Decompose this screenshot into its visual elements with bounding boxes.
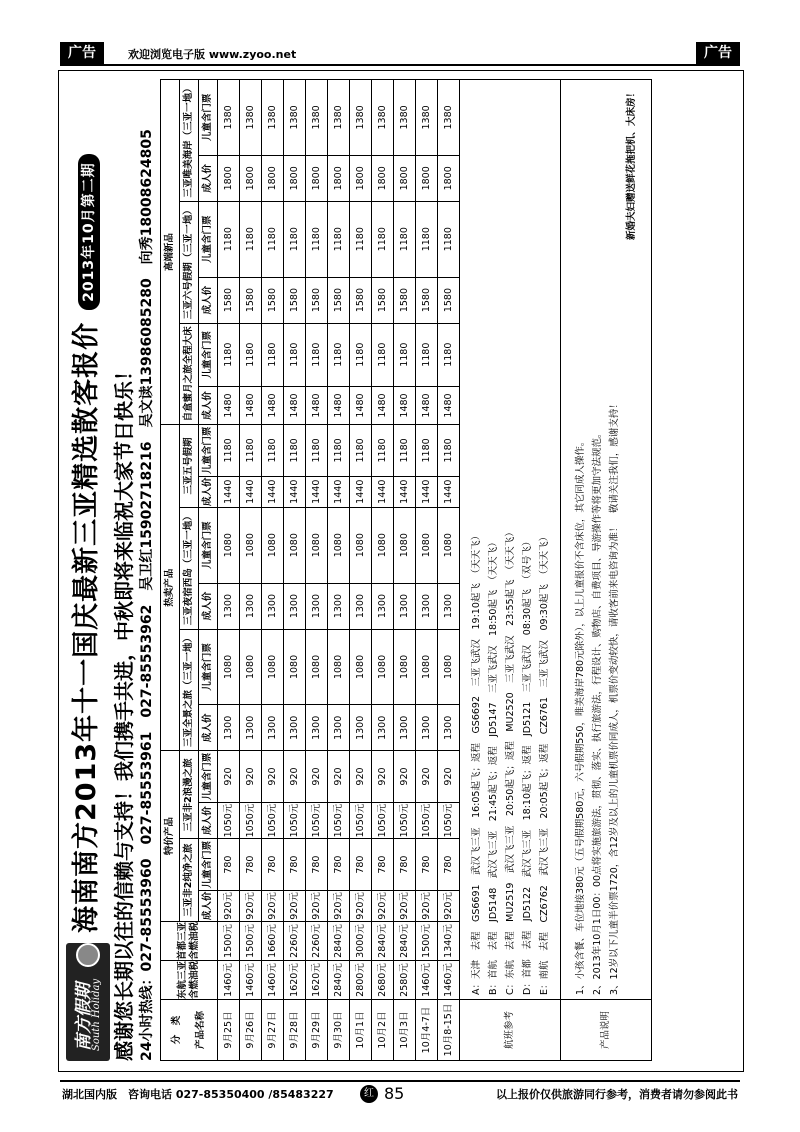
price-cell: 1300 [394,705,416,751]
price-cell: 1480 [328,386,350,424]
price-cell: 2800元 [350,961,372,1000]
logo-en: South Holiday [91,978,102,1051]
price-cell: 2580元 [394,961,416,1000]
price-cell: 1080 [350,629,372,705]
price-cell: 1440 [372,476,394,507]
notes-list [561,80,652,1000]
price-cell: 1380 [284,80,306,156]
price-cell: 1500元 [218,922,240,961]
price-cell: 920 [350,751,372,802]
price-cell: 1180 [416,425,438,476]
price-cell: 2260元 [306,922,328,961]
price-cell: 920元 [218,890,240,921]
product-7: 三亚唯美海岸（三亚一地） [180,80,199,202]
price-cell: 780 [438,839,460,890]
price-cell: 1380 [350,80,372,156]
site-url[interactable]: 欢迎浏览电子版 www.zyoo.net [128,48,297,61]
price-cell: 1380 [416,80,438,156]
price-cell: 1440 [350,476,372,507]
date-cell: 9月28日 [284,1000,306,1061]
child-price-header: 儿童含门票 [199,507,218,583]
price-cell: 1380 [394,80,416,156]
table-row [218,80,240,1061]
adult-price-header: 成人价 [199,890,218,921]
table-row [306,80,328,1061]
price-cell: 780 [306,839,328,890]
price-cell: 920 [240,751,262,802]
brand-logo [66,943,110,1061]
price-cell: 1620元 [306,961,328,1000]
price-cell: 1180 [350,425,372,476]
price-cell: 1180 [328,323,350,386]
price-cell: 1180 [240,425,262,476]
price-cell: 780 [350,839,372,890]
adult-price-header: 成人价 [199,705,218,751]
price-cell: 1300 [262,705,284,751]
price-cell: 1800 [240,155,262,201]
date-cell: 9月30日 [328,1000,350,1061]
price-cell: 1180 [306,323,328,386]
price-cell: 1180 [438,323,460,386]
product-5: 自盒蜜月之旅全程大床 [180,323,199,425]
table-row [438,80,460,1061]
price-cell: 1460元 [262,961,284,1000]
group-premium: 高端新品 [161,80,180,425]
price-cell: 1300 [372,705,394,751]
price-cell: 1080 [416,507,438,583]
price-cell: 920元 [284,890,306,921]
price-cell: 1180 [306,201,328,277]
price-cell: 1080 [394,629,416,705]
child-price-header: 儿童含门票 [199,629,218,705]
price-cell: 1580 [350,277,372,323]
price-cell: 1480 [306,386,328,424]
price-cell: 1440 [438,476,460,507]
price-cell: 1080 [372,629,394,705]
price-cell: 1180 [262,201,284,277]
price-cell: 1480 [284,386,306,424]
rotated-content [62,75,742,1065]
table-row [240,80,262,1061]
date-cell: 9月25日 [218,1000,240,1061]
price-cell: 1300 [306,583,328,629]
price-cell: 2840元 [372,922,394,961]
col-dongfang: 东航三亚含燃油税 [161,961,218,1000]
price-cell: 1080 [262,629,284,705]
price-cell: 920元 [372,890,394,921]
price-cell: 3000元 [350,922,372,961]
price-cell: 1580 [416,277,438,323]
group-special: 特价产品 [161,751,180,922]
price-cell: 1300 [240,705,262,751]
price-cell: 1580 [394,277,416,323]
price-cell: 780 [284,839,306,890]
price-cell: 920元 [306,890,328,921]
price-cell: 1580 [328,277,350,323]
hotline: 24小时热线：027-85553960 027-85553961 027-85553962 吴卫红15902718216 吴文读13986085280 向秀18008624805 [139,129,155,1061]
price-cell: 1660元 [262,922,284,961]
price-cell: 1050元 [328,802,350,839]
price-cell: 920 [328,751,350,802]
price-cell: 1380 [328,80,350,156]
price-cell: 1080 [372,507,394,583]
table-row [328,80,350,1061]
note-item: 3、12岁以下儿童半价票1720，含12岁及以上的儿童机票价同成人，机票价变动较快，请收客前来电咨询为准！ 敬请关注我们，感谢支持！ [609,399,620,995]
price-cell: 1580 [262,277,284,323]
price-cell: 920 [284,751,306,802]
globe-icon [76,943,100,967]
issue-badge: 2013年10月第二期 [78,154,100,309]
price-cell: 1180 [240,201,262,277]
price-cell: 1080 [240,629,262,705]
price-cell: 1080 [306,507,328,583]
child-price-header: 儿童含门票 [199,425,218,476]
price-cell: 1180 [262,323,284,386]
price-cell: 1180 [372,201,394,277]
price-cell: 1180 [416,323,438,386]
price-cell: 1080 [328,629,350,705]
price-cell: 1180 [350,323,372,386]
price-cell: 2840元 [328,961,350,1000]
adult-price-header: 成人价 [199,476,218,507]
price-cell: 1800 [416,155,438,201]
price-cell: 1620元 [284,961,306,1000]
date-cell: 10月1日 [350,1000,372,1061]
price-cell: 1180 [284,425,306,476]
top-rule [60,64,740,66]
price-cell: 1180 [438,201,460,277]
price-cell: 1480 [218,386,240,424]
price-cell: 1480 [262,386,284,424]
price-cell: 1460元 [240,961,262,1000]
price-cell: 1050元 [394,802,416,839]
price-cell: 1300 [328,705,350,751]
price-cell: 2680元 [372,961,394,1000]
price-cell: 1800 [350,155,372,201]
price-cell: 2840元 [394,922,416,961]
page-number-text: 85 [384,1084,405,1103]
price-cell: 1300 [218,583,240,629]
flight-label: 航班参考 [460,1000,561,1061]
price-cell: 1440 [262,476,284,507]
price-cell: 1080 [438,507,460,583]
date-cell: 10月4-7日 [416,1000,438,1061]
col-category: 分 类 产品名称 [161,1000,218,1061]
price-cell: 1300 [438,705,460,751]
price-subheader [199,80,218,1061]
flight-item: B：首航 去程 JD5148 武汉飞三亚 21:45起飞；返程 JD5147 三亚飞武汉 18:50起飞 （天天飞） [487,537,499,995]
price-cell: 1180 [240,323,262,386]
adult-price-header: 成人价 [199,277,218,323]
price-cell: 1050元 [416,802,438,839]
price-cell: 1080 [284,507,306,583]
price-cell: 1080 [240,507,262,583]
price-cell: 1440 [306,476,328,507]
date-cell: 9月27日 [262,1000,284,1061]
price-cell: 1300 [394,583,416,629]
flight-item: D：首都 去程 JD5122 武汉飞三亚 18:10起飞；返程 JD5121 三亚飞武汉 08:30起飞 （双号飞） [521,536,533,995]
date-cell: 10月3日 [394,1000,416,1061]
product-4: 三亚五号假期 [180,425,199,508]
bottom-rule [60,1080,740,1082]
price-cell: 1180 [350,201,372,277]
price-cell: 920 [438,751,460,802]
col-shoudu: 首都三亚含燃油税 [161,922,218,961]
price-cell: 1180 [394,425,416,476]
price-cell: 1300 [328,583,350,629]
page-badge-icon: 红 [360,1085,378,1103]
child-price-header: 儿童含门票 [199,201,218,277]
price-cell: 1800 [262,155,284,201]
price-cell: 1340元 [438,922,460,961]
price-cell: 1180 [284,323,306,386]
price-cell: 1300 [416,705,438,751]
price-cell: 780 [394,839,416,890]
price-cell: 1300 [240,583,262,629]
price-cell: 1580 [240,277,262,323]
price-cell: 1580 [218,277,240,323]
price-cell: 1180 [394,201,416,277]
price-cell: 1300 [372,583,394,629]
price-cell: 1080 [218,629,240,705]
price-cell: 920元 [416,890,438,921]
price-cell: 920 [262,751,284,802]
footer-left: 湖北国内版 咨询电话 027-85350400 /85483227 [62,1088,334,1101]
product-2: 三亚全景之旅（三亚一地） [180,629,199,751]
price-cell: 1180 [328,425,350,476]
price-cell: 1080 [350,507,372,583]
price-cell: 1440 [218,476,240,507]
price-cell: 1080 [416,629,438,705]
price-cell: 1480 [394,386,416,424]
price-cell: 1080 [218,507,240,583]
price-cell: 1380 [438,80,460,156]
price-cell: 1480 [416,386,438,424]
date-cell: 10月8-15日 [438,1000,460,1061]
price-cell: 1800 [284,155,306,201]
table-row [394,80,416,1061]
price-cell: 1480 [240,386,262,424]
price-cell: 2840元 [328,922,350,961]
price-cell: 920 [306,751,328,802]
price-cell: 1580 [372,277,394,323]
price-cell: 1180 [218,425,240,476]
child-price-header: 儿童含门票 [199,323,218,386]
price-cell: 920元 [328,890,350,921]
flight-item: A：天津 去程 GS6691 武汉飞三亚 16:05起飞；返程 GS6692 三亚飞武汉 19:10起飞 （天天飞） [470,530,482,995]
price-cell: 1380 [372,80,394,156]
flight-item: E：南航 去程 CZ6762 武汉飞三亚 20:05起飞；返程 CZ6761 三亚飞武汉 09:30起飞 （天天飞） [538,531,550,995]
price-cell: 1050元 [306,802,328,839]
price-cell: 920元 [350,890,372,921]
price-cell: 1080 [262,507,284,583]
price-cell: 1180 [372,323,394,386]
price-table [160,79,652,1061]
table-row [416,80,438,1061]
product-3: 三亚夜宿西岛（三亚一地） [180,507,199,629]
price-cell: 1300 [438,583,460,629]
price-cell: 1050元 [350,802,372,839]
price-cell: 1050元 [284,802,306,839]
price-cell: 1080 [284,629,306,705]
price-cell: 1440 [394,476,416,507]
price-cell: 1050元 [438,802,460,839]
price-cell: 920元 [240,890,262,921]
price-cell: 1480 [438,386,460,424]
price-cell: 920 [218,751,240,802]
price-cell: 920元 [438,890,460,921]
child-price-header: 儿童含门票 [199,751,218,802]
price-cell: 1800 [218,155,240,201]
price-cell: 1440 [328,476,350,507]
price-cell: 1050元 [262,802,284,839]
flight-item: C：东航 去程 MU2519 武汉飞三亚 20:50起飞；返程 MU2520 三亚飞武汉 23:55起飞 （天天飞） [504,527,516,995]
table-row [284,80,306,1061]
price-cell: 1380 [240,80,262,156]
price-cell: 1300 [350,705,372,751]
price-cell: 1300 [284,583,306,629]
table-row [372,80,394,1061]
price-cell: 1180 [284,201,306,277]
price-cell: 1580 [306,277,328,323]
ad-tag-right: 广告 [696,42,740,64]
price-cell: 1050元 [372,802,394,839]
price-cell: 920 [416,751,438,802]
product-6: 三亚六号假期（三亚一地） [180,201,199,323]
date-cell: 9月26日 [240,1000,262,1061]
price-cell: 1080 [306,629,328,705]
date-cell: 10月2日 [372,1000,394,1061]
table-row [350,80,372,1061]
price-cell: 1050元 [240,802,262,839]
adult-price-header: 成人价 [199,386,218,424]
price-cell: 780 [262,839,284,890]
price-cell: 1460元 [438,961,460,1000]
gift-note: 新婚夫妇赠送鲜花拖把机、大床房！ [626,88,637,241]
price-cell: 1300 [218,705,240,751]
price-cell: 1380 [306,80,328,156]
price-cell: 1180 [262,425,284,476]
price-cell: 1800 [306,155,328,201]
product-0: 三亚非2纯净之旅 [180,839,199,922]
product-1: 三亚非2浪漫之旅 [180,751,199,839]
price-cell: 1440 [416,476,438,507]
date-cell: 9月29日 [306,1000,328,1061]
slogan: 感谢您长期以往的信赖与支持！我们携手共进，中秋即将来临祝大家节日快乐！ [112,361,136,1061]
price-cell: 1300 [284,705,306,751]
price-cell: 780 [328,839,350,890]
price-cell: 1800 [394,155,416,201]
title-text: 海南南方2013年十一国庆最新三亚精选散客报价 [71,321,102,933]
note-item: 1、小孩含餐、车位地接380元（五号假期580元，六号假期550，唯美海岸780元除外），以上儿童报价不含床位，其它同成人操作。 [575,436,586,995]
price-cell: 920元 [262,890,284,921]
price-cell: 1180 [416,201,438,277]
price-cell: 1580 [284,277,306,323]
price-cell: 1460元 [416,961,438,1000]
price-cell: 1480 [350,386,372,424]
price-cell: 1080 [328,507,350,583]
price-cell: 1580 [438,277,460,323]
price-cell: 1460元 [218,961,240,1000]
price-cell: 1300 [306,705,328,751]
price-cell: 1180 [218,201,240,277]
adult-price-header: 成人价 [199,802,218,839]
price-cell: 1180 [306,425,328,476]
notes-label: 产品说明 [561,1000,652,1061]
price-cell: 780 [372,839,394,890]
footer-right: 以上报价仅供旅游同行参考，消费者请勿参阅此书 [496,1088,738,1101]
price-cell: 1500元 [240,922,262,961]
price-cell: 1500元 [416,922,438,961]
price-cell: 1080 [438,629,460,705]
price-cell: 1800 [328,155,350,201]
price-cell: 1050元 [218,802,240,839]
price-cell: 1440 [284,476,306,507]
child-price-header: 儿童含门票 [199,839,218,890]
group-hot: 热卖产品 [161,425,180,751]
price-cell: 1300 [262,583,284,629]
price-cell: 1180 [328,201,350,277]
price-cell: 1380 [218,80,240,156]
price-cell: 1300 [416,583,438,629]
table-row [262,80,284,1061]
price-cell: 780 [240,839,262,890]
adult-price-header: 成人价 [199,583,218,629]
price-cell: 1800 [438,155,460,201]
price-cell: 1300 [350,583,372,629]
price-cell: 1180 [394,323,416,386]
adult-price-header: 成人价 [199,155,218,201]
price-cell: 780 [416,839,438,890]
price-cell: 920 [372,751,394,802]
price-cell: 1440 [240,476,262,507]
price-cell: 1380 [262,80,284,156]
ad-tag-left: 广告 [60,42,104,64]
page-number [360,1084,404,1103]
price-cell: 1180 [218,323,240,386]
logo-cn: 南方假期 [74,983,94,1051]
flight-list [460,80,561,1000]
child-price-header: 儿童含门票 [199,80,218,156]
price-cell: 1480 [372,386,394,424]
price-cell: 1180 [438,425,460,476]
price-cell: 1180 [372,425,394,476]
price-cell: 920元 [394,890,416,921]
note-item: 2、2013年10月1日00：00点将实施旅游法，贯彻、落实、执行旅游法，行程设计、购物店、自费项目、导游操作等将更加守法规范。 [592,428,603,995]
price-cell: 780 [218,839,240,890]
price-cell: 920 [394,751,416,802]
price-cell: 1800 [372,155,394,201]
price-cell: 2260元 [284,922,306,961]
price-cell: 1080 [394,507,416,583]
page-title [64,154,103,933]
